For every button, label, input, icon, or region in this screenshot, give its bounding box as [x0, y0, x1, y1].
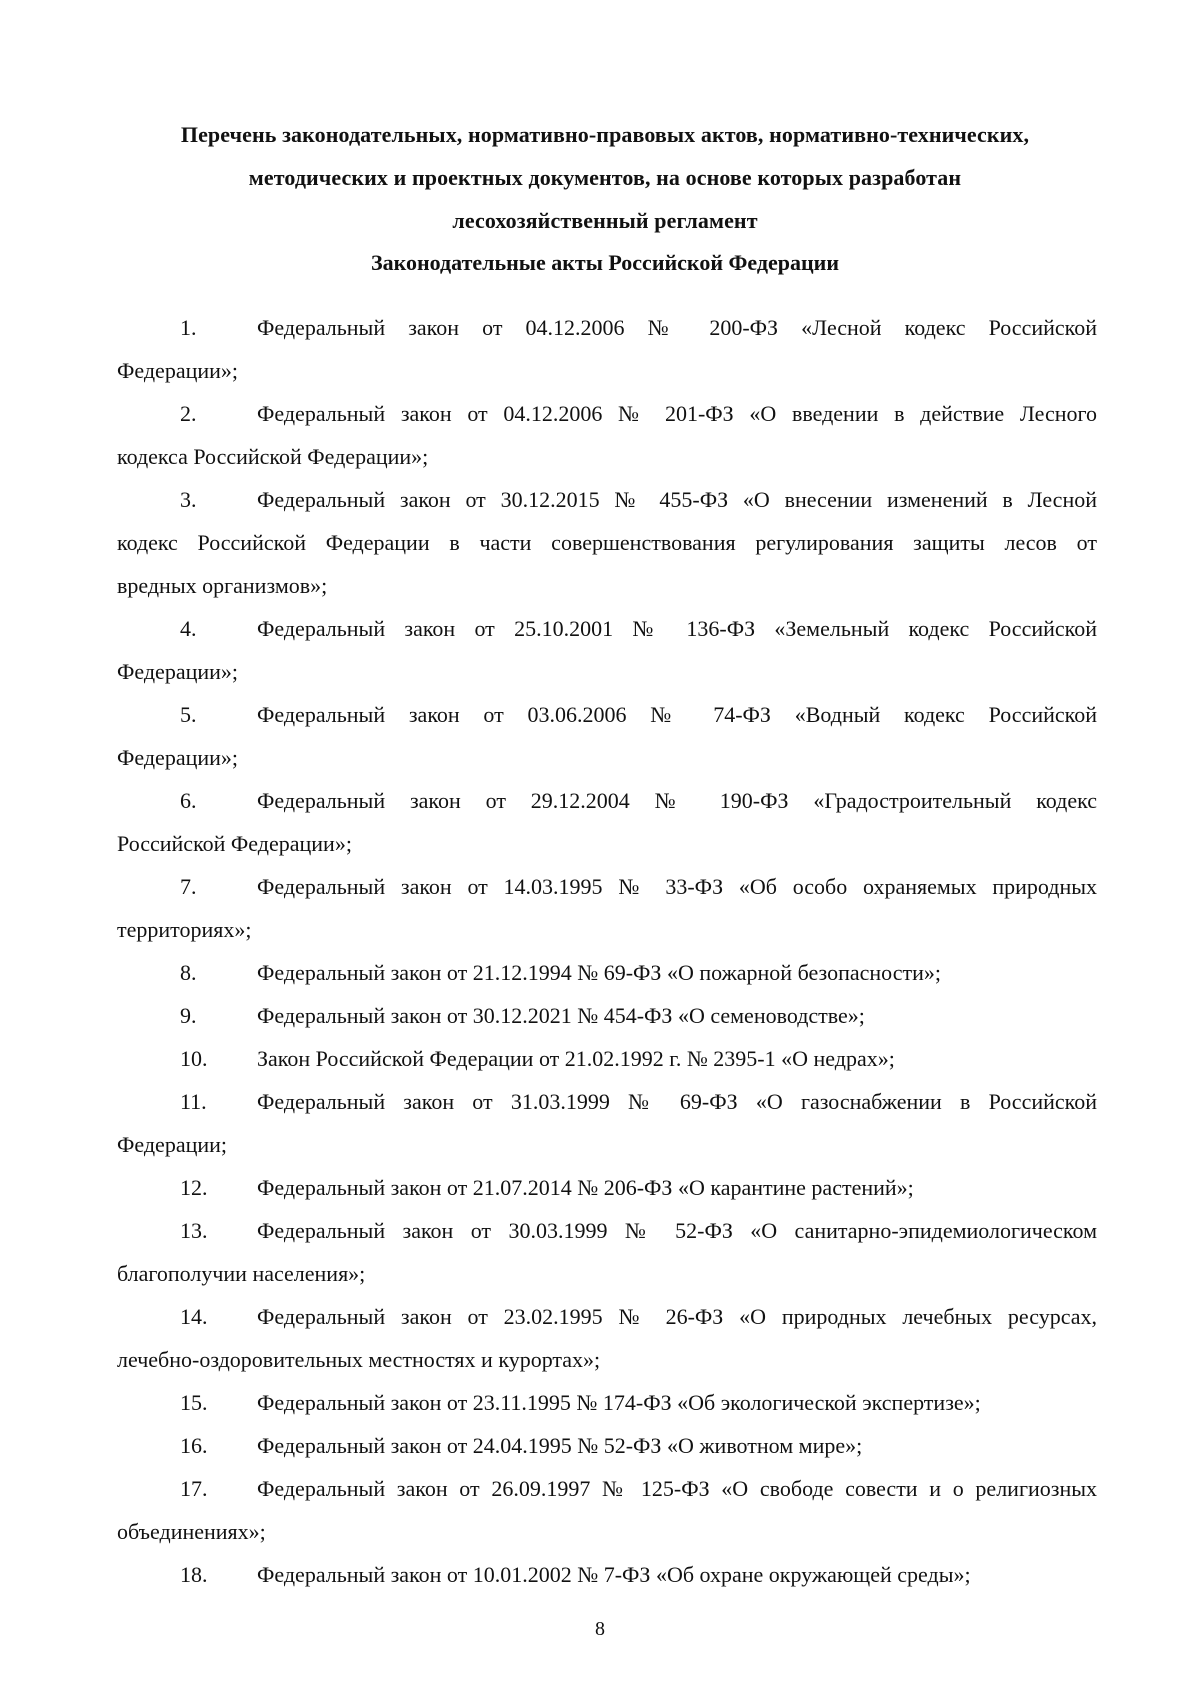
item-text: Закон Российской Федерации от 21.02.1992 г. № 2395-1 «О недрах»; — [257, 1046, 895, 1071]
list-item — [117, 1037, 1097, 1080]
item-text: Федеральный закон от 29.12.2004 № 190-ФЗ «Градостроительный кодекс — [257, 788, 1097, 813]
list-item — [117, 1166, 1097, 1209]
item-number: 4. — [180, 616, 197, 641]
item-number: 16. — [180, 1433, 208, 1458]
list-item — [117, 1209, 1097, 1295]
list-item — [117, 1381, 1097, 1424]
item-number: 3. — [180, 487, 197, 512]
item-text: Федеральный закон от 30.12.2015 № 455-ФЗ «О внесении изменений в Лесной — [257, 487, 1097, 512]
item-text: Федеральный закон от 30.03.1999 № 52-ФЗ «О санитарно-эпидемиологическом — [257, 1218, 1097, 1243]
item-number: 10. — [180, 1046, 208, 1071]
list-item — [117, 951, 1097, 994]
list-item — [117, 994, 1097, 1037]
item-number: 15. — [180, 1390, 208, 1415]
item-text: Федеральный закон от 03.06.2006 № 74-ФЗ «Водный кодекс Российской — [257, 702, 1097, 727]
title-line: лесохозяйственный регламент — [452, 208, 758, 233]
item-number: 8. — [180, 960, 197, 985]
item-number: 11. — [180, 1089, 207, 1114]
item-text: Федеральный закон от 23.11.1995 № 174-ФЗ «Об экологической экспертизе»; — [257, 1390, 981, 1415]
page-number: 8 — [595, 1618, 605, 1640]
item-number: 9. — [180, 1003, 197, 1028]
item-number: 6. — [180, 788, 197, 813]
title-line: Перечень законодательных, нормативно-правовых актов, нормативно-технических, — [180, 122, 1030, 147]
item-text: Федеральный закон от 31.03.1999 № 69-ФЗ «О газоснабжении в Российской — [257, 1089, 1097, 1114]
item-text-continuation: вредных организмов»; — [117, 573, 328, 598]
item-text: Федеральный закон от 14.03.1995 № 33-ФЗ «Об особо охраняемых природных — [257, 874, 1097, 899]
item-text: Федеральный закон от 23.02.1995 № 26-ФЗ «О природных лечебных ресурсах, — [257, 1304, 1097, 1329]
item-text: Федеральный закон от 04.12.2006 № 201-ФЗ «О введении в действие Лесного — [257, 401, 1097, 426]
list-item — [117, 779, 1097, 865]
item-text-continuation: Федерации; — [117, 1132, 228, 1157]
document-title — [110, 113, 1100, 242]
item-number: 17. — [180, 1476, 208, 1501]
item-text-continuation: Федерации»; — [117, 745, 239, 770]
list-item — [117, 392, 1097, 478]
list-item — [117, 865, 1097, 951]
item-number: 1. — [180, 315, 197, 340]
list-item — [117, 607, 1097, 693]
item-text: Федеральный закон от 10.01.2002 № 7-ФЗ «Об охране окружающей среды»; — [257, 1562, 971, 1587]
item-text-continuation: территориях»; — [117, 917, 252, 942]
section-heading: Законодательные акты Российской Федерации — [370, 250, 840, 275]
item-text-continuation: объединениях»; — [117, 1519, 266, 1544]
list-item — [117, 1080, 1097, 1166]
item-text-continuation: лечебно-оздоровительных местностях и курортах»; — [117, 1347, 601, 1372]
item-number: 12. — [180, 1175, 208, 1200]
item-text-continuation: благополучии населения»; — [117, 1261, 366, 1286]
item-number: 2. — [180, 401, 197, 426]
list-item — [117, 693, 1097, 779]
item-text-continuation: Федерации»; — [117, 358, 239, 383]
item-text: Федеральный закон от 26.09.1997 № 125-ФЗ «О свободе совести и о религиозных — [257, 1476, 1097, 1501]
title-line: методических и проектных документов, на основе которых разработан — [248, 165, 962, 190]
list-item — [117, 306, 1097, 392]
item-number: 5. — [180, 702, 197, 727]
list-item — [117, 1424, 1097, 1467]
item-text: Федеральный закон от 21.07.2014 № 206-ФЗ «О карантине растений»; — [257, 1175, 914, 1200]
item-text: Федеральный закон от 21.12.1994 № 69-ФЗ «О пожарной безопасности»; — [257, 960, 941, 985]
item-text-continuation: кодекса Российской Федерации»; — [117, 444, 429, 469]
list-item — [117, 1295, 1097, 1381]
item-number: 14. — [180, 1304, 208, 1329]
item-text: Федеральный закон от 04.12.2006 № 200-ФЗ «Лесной кодекс Российской — [257, 315, 1097, 340]
item-text: Федеральный закон от 24.04.1995 № 52-ФЗ «О животном мире»; — [257, 1433, 863, 1458]
list-item — [117, 478, 1097, 607]
item-text: Федеральный закон от 30.12.2021 № 454-ФЗ «О семеноводстве»; — [257, 1003, 865, 1028]
list-item — [117, 1467, 1097, 1553]
legislation-list — [117, 306, 1097, 1596]
item-text-continuation: Российской Федерации»; — [117, 831, 352, 856]
item-number: 18. — [180, 1562, 208, 1587]
list-item — [117, 1553, 1097, 1596]
item-text-continuation: Федерации»; — [117, 659, 239, 684]
item-number: 7. — [180, 874, 197, 899]
item-text-continuation: кодекс Российской Федерации в части совершенствования регулирования защиты лесов от — [117, 530, 1097, 555]
item-number: 13. — [180, 1218, 208, 1243]
item-text: Федеральный закон от 25.10.2001 № 136-ФЗ «Земельный кодекс Российской — [257, 616, 1097, 641]
